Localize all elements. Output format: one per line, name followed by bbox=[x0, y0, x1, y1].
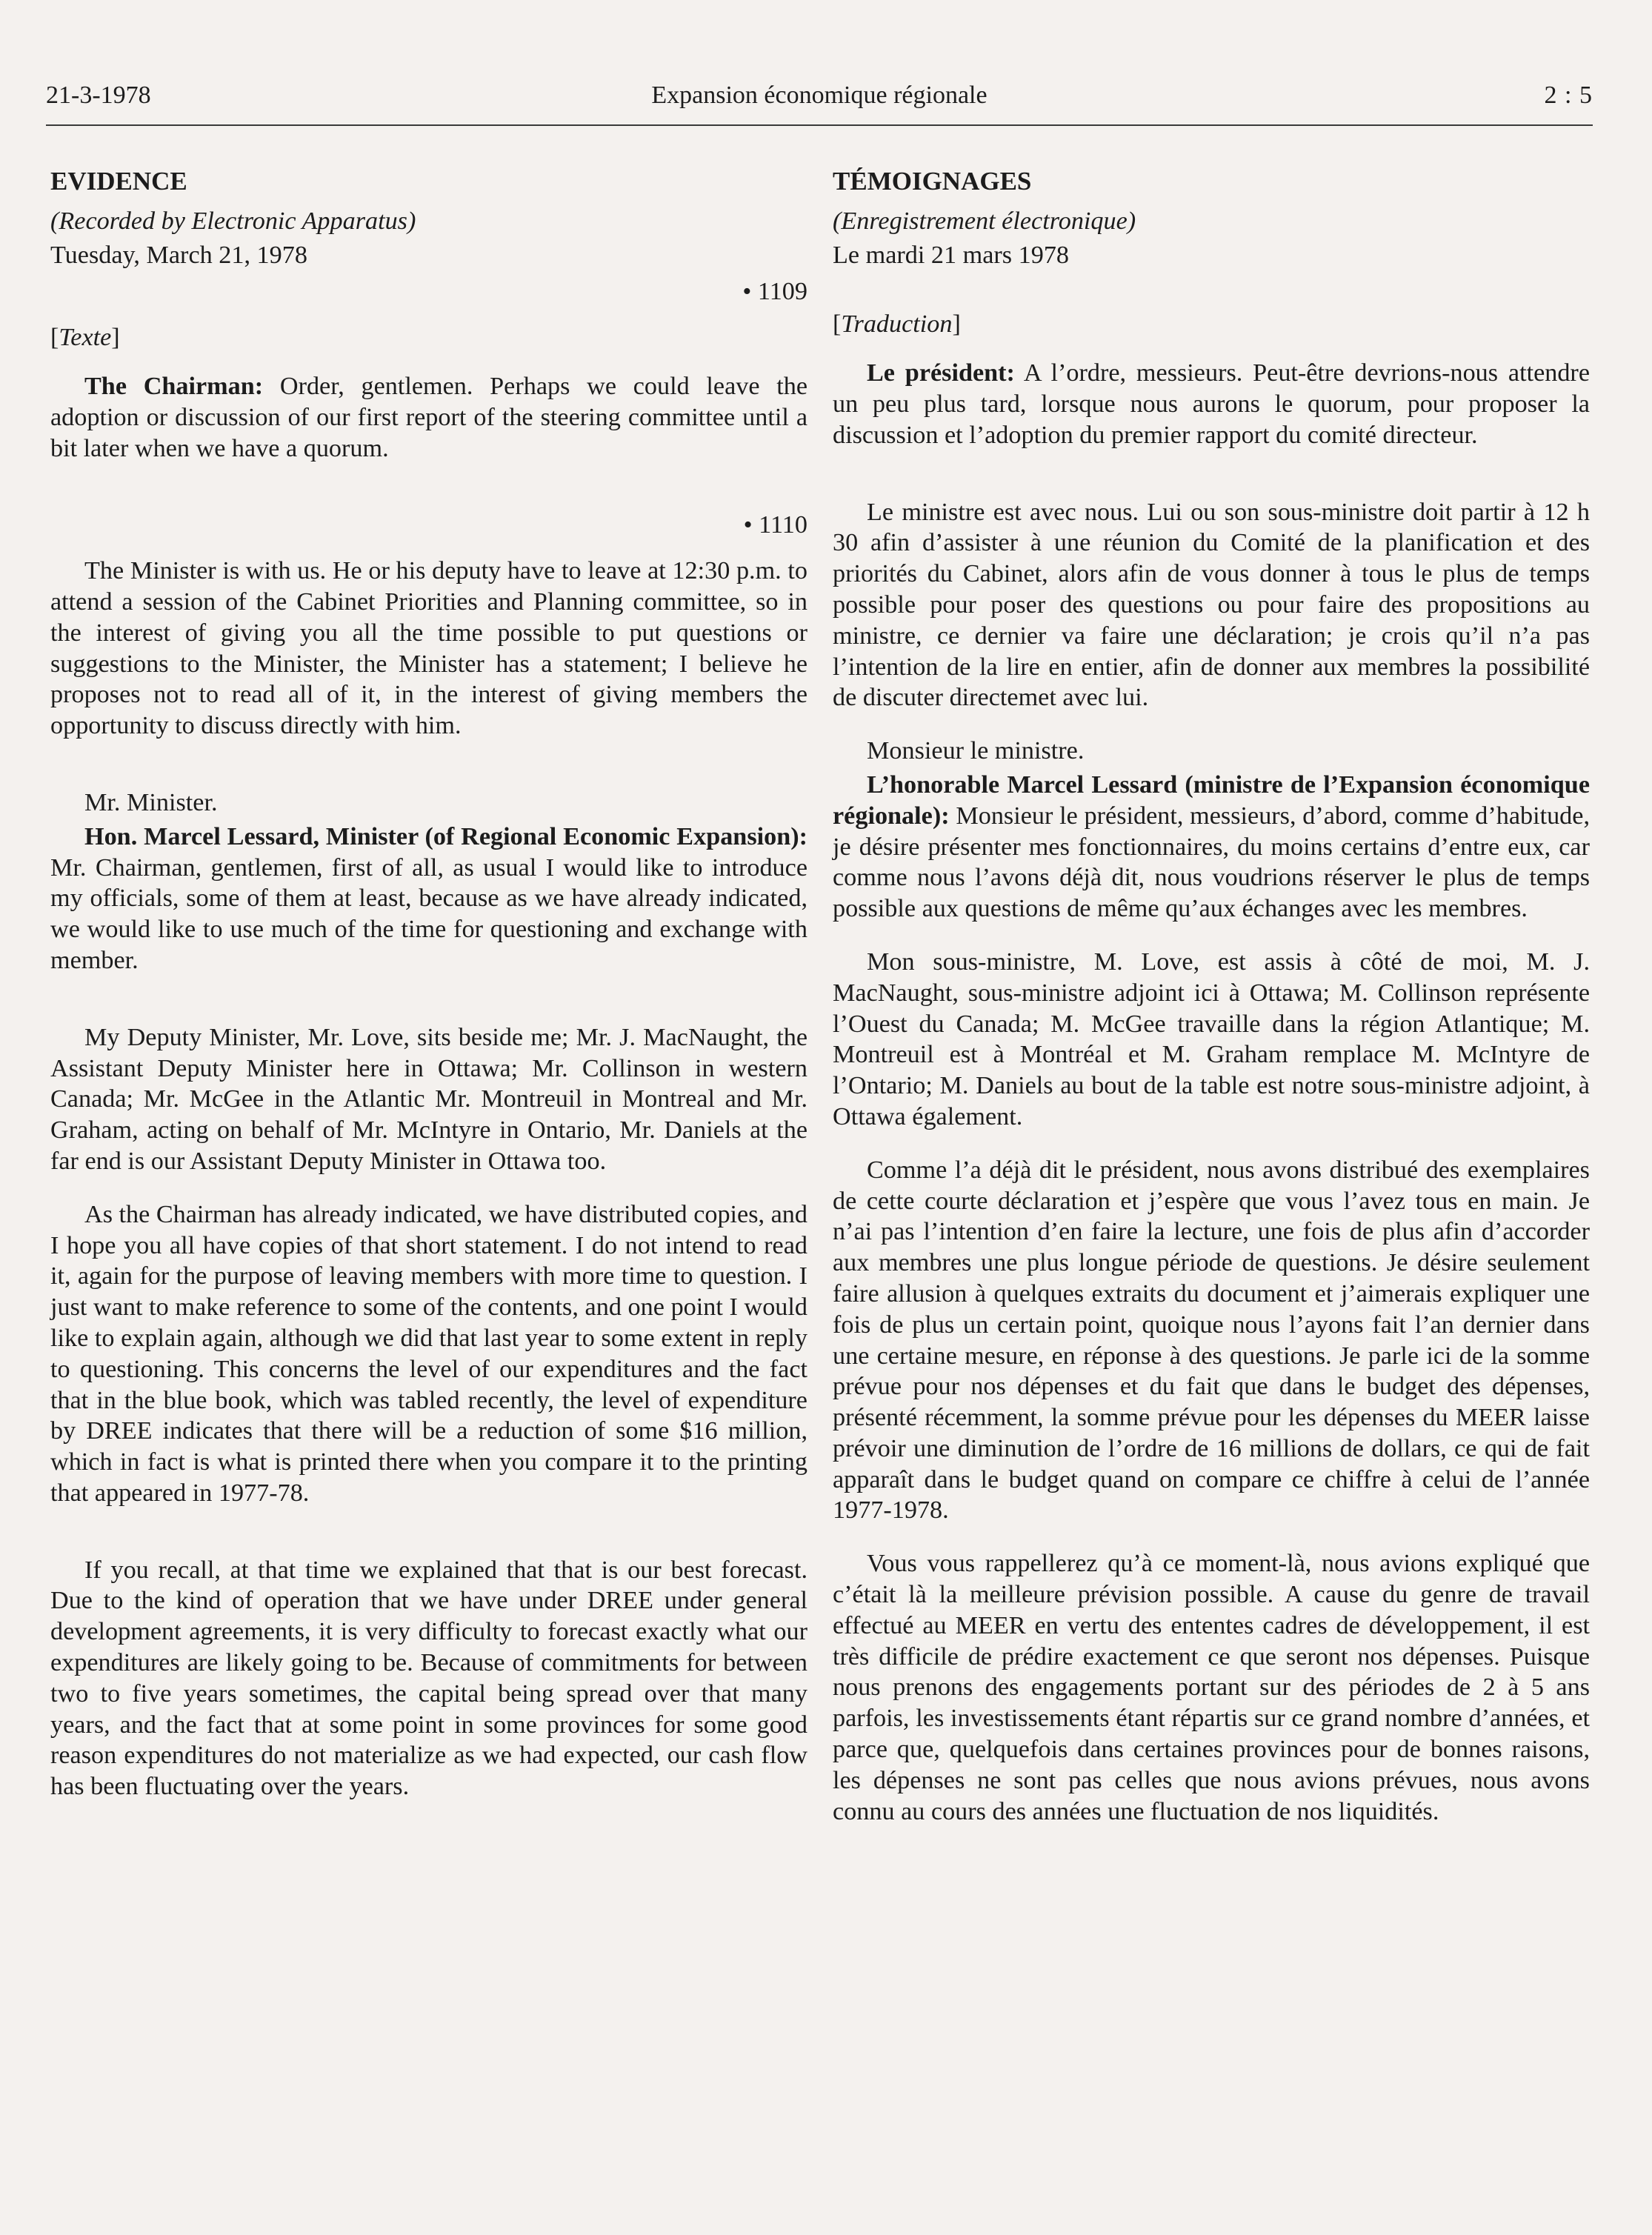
speaker: Hon. Marcel Lessard, Minister (of Regional Economic Expansion): bbox=[84, 822, 807, 850]
paragraph: L’honorable Marcel Lessard (ministre de l’Expansion économique régionale): Monsieur le président, messieurs, d’abord, comme d’habitude, je désire présenter mes fonctionnaires, du moins certains d’entre eux, car comme nous l’avons déjà dit, nous voudrions réserver le plus de temps possible aux questions de même qu’aux échanges avec les membres. bbox=[833, 770, 1590, 923]
header-rule bbox=[46, 124, 1593, 126]
section-heading: EVIDENCE bbox=[50, 167, 187, 196]
french-column bbox=[833, 166, 1590, 1849]
paragraph: The Minister is with us. He or his deputy have to leave at 12:30 p.m. to attend a session of the Cabinet Priorities and Planning committee, so in the interest of giving you all the time possible to put questions or suggestions to the Minister, the Minister has a statement; I believe he proposes not to read all of it, in the interest of giving members the opportunity to discuss directly with him. bbox=[50, 557, 807, 740]
speaker: L’honorable Marcel Lessard (ministre de l’Expansion économique régionale): bbox=[833, 770, 1590, 830]
header-title: Expansion économique régionale bbox=[651, 81, 987, 109]
paragraph: Monsieur le ministre. bbox=[867, 737, 1085, 765]
recorded-note: (Enregistrement électronique) bbox=[833, 207, 1136, 235]
paragraph: Vous vous rappellerez qu’à ce moment-là, nous avions expliqué que c’était là la meilleure prévision possible. A cause du genre de travail effectué au MEER en vertu des ententes cadres de développement, il est très difficile de prédire exactement ce que seront nos dépenses. Puisque nous prenons des engagements portant sur des périodes de 2 à 5 ans parfois, les investissements étant répartis sur ce grand nombre d’années, et parce que, quelquefois dans certaines provinces pour de bonnes raisons, les dépenses ne sont pas celles que nous avions prévues, nous avons connu au cours des années une fluctuation de nos liquidités. bbox=[833, 1550, 1590, 1825]
paragraph: As the Chairman has already indicated, we have distributed copies, and I hope you all have copies of that short statement. I do not intend to read it, again for the purpose of leaving members with more time to question. I just want to make reference to some of the contents, and one point I would like to explain again, although we did that last year to some extent in reply to questioning. This concerns the level of our expenditures and the fact that in the blue book, which was tabled recently, the level of expenditure by DREE indicates that there will be a reduction of some $16 million, which in fact is what is printed there when you compare it to the printing that appeared in 1977-78. bbox=[50, 1200, 807, 1507]
language-note: [Texte] bbox=[50, 324, 120, 352]
paragraph: Hon. Marcel Lessard, Minister (of Regional Economic Expansion): Mr. Chairman, gentlemen, first of all, as usual I would like to introduce my officials, some of them at least, because as we have already indicated, we would like to use much of the time for questioning and exchange with member. bbox=[50, 822, 807, 974]
speaker: The Chairman: bbox=[84, 372, 264, 400]
language-note: [Traduction] bbox=[833, 310, 961, 339]
paragraph: The Chairman: Order, gentlemen. Perhaps we could leave the adoption or discussion of our first report of the steering committee until a bit later when we have a quorum. bbox=[50, 372, 807, 462]
recorded-note: (Recorded by Electronic Apparatus) bbox=[50, 207, 416, 235]
time-marker: • 1110 bbox=[743, 511, 807, 539]
session-date: Le mardi 21 mars 1978 bbox=[833, 241, 1070, 269]
header-date: 21-3-1978 bbox=[46, 81, 151, 109]
page-header bbox=[46, 81, 1593, 122]
paragraph: Le ministre est avec nous. Lui ou son sous-ministre doit partir à 12 h 30 afin d’assister à une réunion du Comité de la planification et des priorités du Cabinet, alors afin de vous donner à tous le plus de temps possible pour poser des questions ou pour faire des propositions au ministre, ce dernier va faire une déclaration; je crois qu’il n’a pas l’intention de la lire en entier, afin de donner aux membres la possibilité de discuter directemet avec lui. bbox=[833, 498, 1590, 712]
paragraph: My Deputy Minister, Mr. Love, sits beside me; Mr. J. MacNaught, the Assistant Deputy Minister here in Ottawa; Mr. Collinson in western Canada; Mr. McGee in the Atlantic Mr. Montreuil in Montreal and Mr. Graham, acting on behalf of Mr. McIntyre in Ontario, Mr. Daniels at the far end is our Assistant Deputy Minister in Ottawa too. bbox=[50, 1023, 807, 1175]
paragraph: If you recall, at that time we explained that that is our best forecast. Due to the kind of operation that we have under DREE under general development agreements, it is very difficulty to forecast exactly what our expenditures are likely going to be. Because of commitments for between two to five years sometimes, the capital being spread over that many years, and the fact that at some point in some provinces for some good reason expenditures do not materialize as we had expected, our cash flow has been fluctuating over the years. bbox=[50, 1556, 807, 1801]
time-marker: • 1109 bbox=[742, 278, 807, 306]
paragraph: Comme l’a déjà dit le président, nous avons distribué des exemplaires de cette courte déclaration et j’espère que vous l’avez tous en main. Je n’ai pas l’intention d’en faire la lecture, une fois de plus afin d’accorder aux membres une plus longue période de questions. Je désire seulement faire allusion à quelques extraits du document et j’aimerais expliquer une fois de plus un certain point, quoique nous l’ayons fait l’an dernier dans une certaine mesure, en réponse à des questions. Je parle ici de la somme prévue pour nos dépenses et du fait que dans le budget des dépenses, présenté récemment, la somme prévue pour les dépenses du MEER laisse prévoir une diminution de l’ordre de 16 millions de dollars, ce qui de fait apparaît dans le budget quand on compare ce chiffre à celui de l’année 1977-1978. bbox=[833, 1156, 1590, 1525]
paragraph: Le président: A l’ordre, messieurs. Peut-être devrions-nous attendre un peu plus tard, lorsque nous aurons le quorum, pour proposer la discussion et l’adoption du premier rapport du comité directeur. bbox=[833, 359, 1590, 449]
speaker: Le président: bbox=[867, 359, 1015, 387]
paragraph: Mr. Minister. bbox=[84, 788, 218, 816]
page-number: 2 : 5 bbox=[1544, 81, 1593, 109]
english-column bbox=[50, 166, 807, 1825]
paragraph: Mon sous-ministre, M. Love, est assis à côté de moi, M. J. MacNaught, sous-ministre adjoint ici à Ottawa; M. Collinson représente l’Ouest du Canada; M. McGee travaille dans la région Atlantique; M. Montreuil est à Montréal et M. Graham remplace M. McIntyre de l’Ontario; M. Daniels au bout de la table est notre sous-ministre adjoint, à Ottawa également. bbox=[833, 947, 1590, 1130]
session-date: Tuesday, March 21, 1978 bbox=[50, 241, 307, 269]
section-heading: TÉMOIGNAGES bbox=[833, 167, 1032, 196]
